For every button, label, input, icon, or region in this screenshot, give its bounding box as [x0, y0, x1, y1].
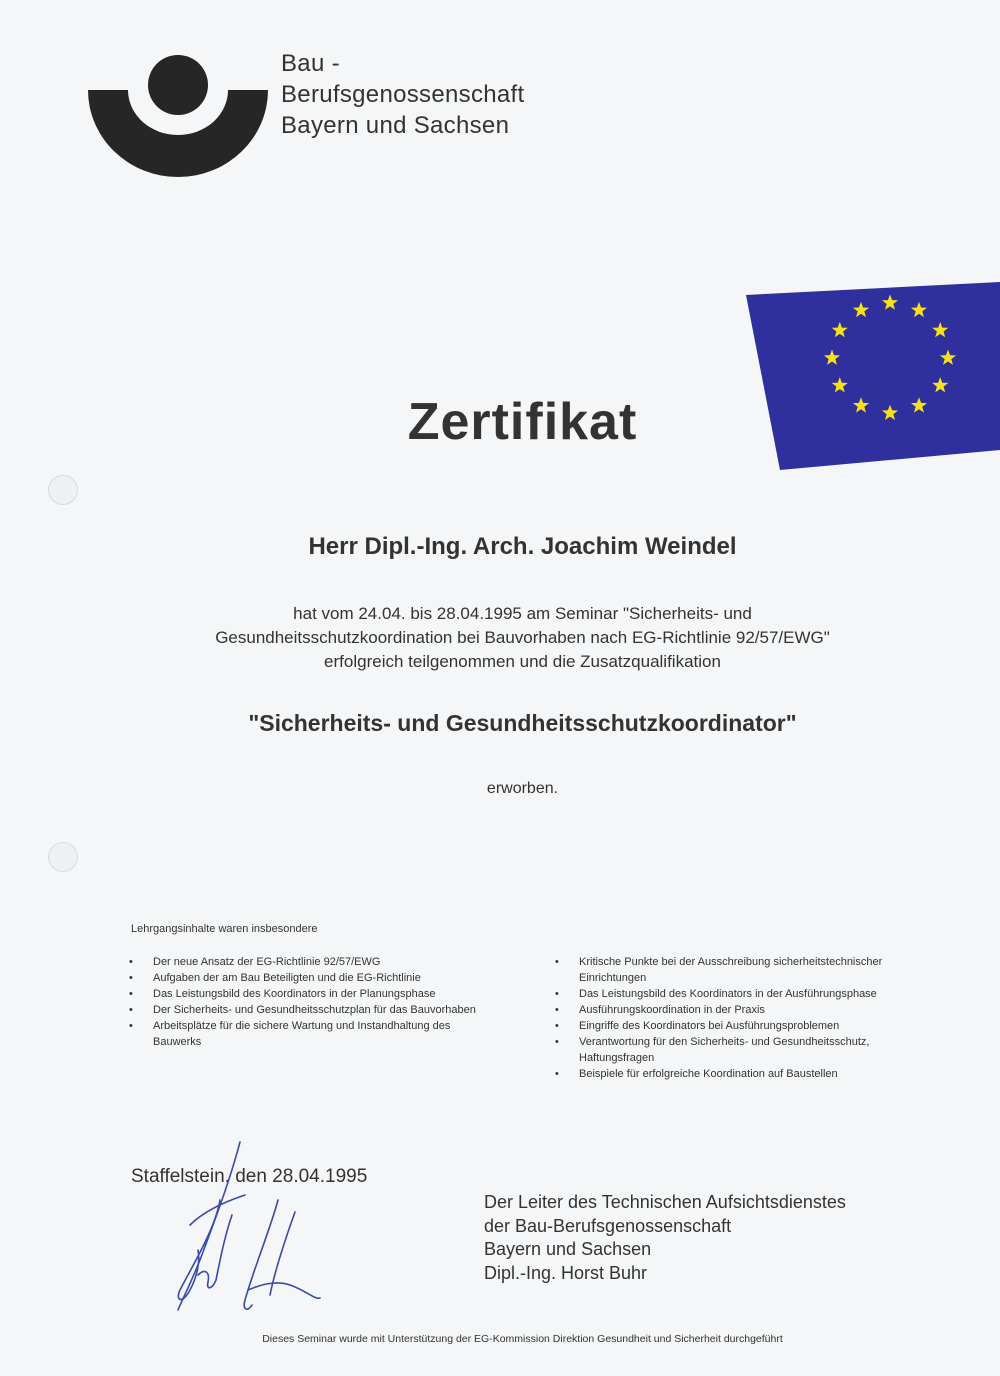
body-line: hat vom 24.04. bis 28.04.1995 am Seminar "Sicherheits- und [293, 604, 752, 623]
list-item: • Ausführungskoordination in der Praxis [555, 1002, 910, 1018]
qualification-title: "Sicherheits- und Gesundheitsschutzkoordinator" [248, 710, 797, 736]
recipient-name: Herr Dipl.-Ing. Arch. Joachim Weindel [308, 533, 737, 560]
list-item: • Arbeitsplätze für die sichere Wartung und Instandhaltung des Bauwerks [129, 1018, 479, 1050]
list-item: • Der neue Ansatz der EG-Richtlinie 92/57/EWG [129, 954, 479, 970]
contents-left-column [129, 954, 479, 1050]
organization-name-line: Bayern und Sachsen [281, 112, 510, 139]
place-date: Staffelstein, den 28.04.1995 [131, 1166, 368, 1187]
organization-name-line: Berufsgenossenschaft [281, 81, 525, 108]
organization-logo-icon [88, 52, 268, 177]
signatory-line: Der Leiter des Technischen Aufsichtsdienstes [484, 1192, 846, 1212]
handwritten-signature [160, 1140, 335, 1325]
footer-note: Dieses Seminar wurde mit Unterstützung der EG-Kommission Direktion Gesundheit und Sicherheit durchgeführt [262, 1333, 783, 1345]
body-line: erfolgreich teilgenommen und die Zusatzqualifikation [324, 652, 721, 671]
punch-hole [48, 842, 78, 872]
certificate-title: Zertifikat [407, 393, 638, 451]
list-item: • Das Leistungsbild des Koordinators in der Planungsphase [129, 986, 479, 1002]
list-item: • Verantwortung für den Sicherheits- und Gesundheitsschutz, Haftungsfragen [555, 1034, 910, 1066]
contents-right-column [555, 954, 910, 1082]
organization-name-line: Bau - [281, 50, 340, 77]
list-item: • Das Leistungsbild des Koordinators in der Ausführungsphase [555, 986, 910, 1002]
signatory-line: Bayern und Sachsen [484, 1239, 652, 1259]
list-item: • Beispiele für erfolgreiche Koordination auf Baustellen [555, 1066, 910, 1082]
punch-hole [48, 475, 78, 505]
list-item: • Der Sicherheits- und Gesundheitsschutzplan für das Bauvorhaben [129, 1002, 479, 1018]
list-item: • Kritische Punkte bei der Ausschreibung sicherheitstechnischer Einrichtungen [555, 954, 910, 986]
list-item: • Eingriffe des Koordinators bei Ausführungsproblemen [555, 1018, 910, 1034]
signatory-block [484, 1191, 846, 1285]
body-line: Gesundheitsschutzkoordination bei Bauvorhaben nach EG-Richtlinie 92/57/EWG" [215, 628, 830, 647]
acquired-text: erworben. [486, 780, 559, 797]
certificate-body [0, 602, 1000, 674]
contents-heading: Lehrgangsinhalte waren insbesondere [131, 923, 318, 935]
signatory-line: der Bau-Berufsgenossenschaft [484, 1215, 732, 1236]
list-item: • Aufgaben der am Bau Beteiligten und die EG-Richtlinie [129, 970, 479, 986]
organization-name [281, 48, 524, 141]
signatory-line: Dipl.-Ing. Horst Buhr [484, 1262, 648, 1283]
